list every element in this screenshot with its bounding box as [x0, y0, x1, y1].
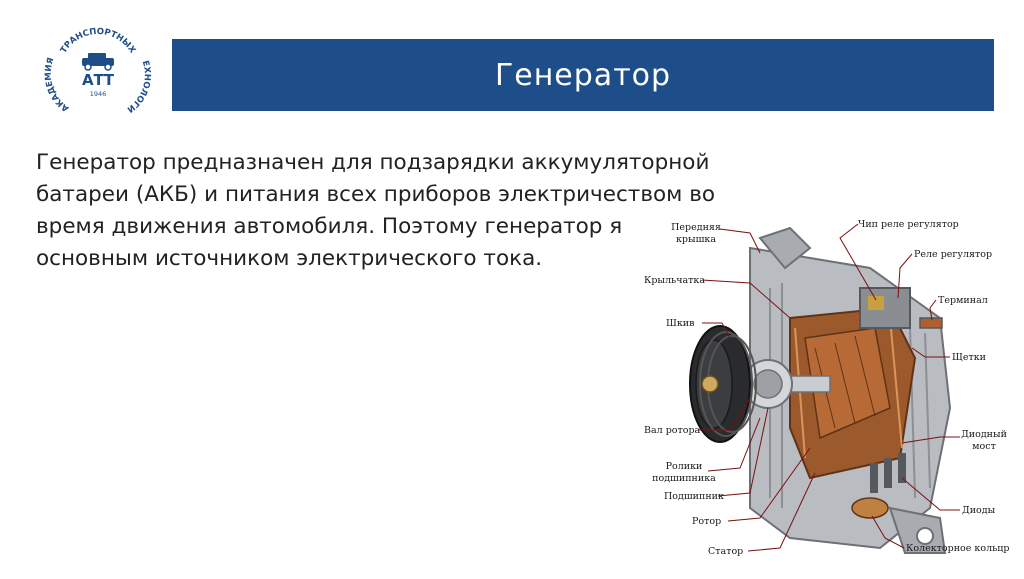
label-terminal: Терминал	[938, 295, 988, 306]
paragraph-line: Генератор предназначен для подзарядки аккумуляторной	[36, 150, 710, 175]
label-regulator-relay: Реле регулятор	[914, 249, 993, 260]
paragraph-line: батареи (АКБ) и питания всех приборов электричеством во	[36, 182, 716, 207]
logo-arc-right: ЕХНОЛОГИ	[124, 59, 152, 115]
logo-arc-left: АКАДЕМИЯ	[44, 56, 72, 114]
svg-text:ТРАНСПОРТНЫХ	[59, 27, 138, 56]
label-bearing-rollers-1: Ролики	[665, 461, 703, 472]
title-bar	[172, 39, 994, 111]
label-impeller: Крыльчатка	[644, 275, 706, 286]
label-pulley: Шкив	[666, 318, 695, 329]
logo-arc-top: ТРАНСПОРТНЫХ	[58, 26, 138, 56]
label-rotor: Ротор	[692, 516, 722, 527]
logo-year: 1946	[89, 90, 107, 98]
svg-text:АКАДЕМИЯ	[44, 57, 71, 114]
paragraph-line: время движения автомобиля. Поэтому генератор я	[36, 214, 623, 239]
label-bearing: Подшипник	[664, 491, 724, 502]
logo-abbr: АТТ	[81, 71, 115, 89]
academy-logo	[44, 18, 152, 126]
label-diode-bridge-2: мост	[972, 441, 996, 452]
label-front-cover-2: крышка	[675, 234, 717, 245]
label-rotor-shaft: Вал ротора	[644, 425, 701, 436]
alternator-diagram	[640, 208, 1024, 574]
label-stator: Статор	[708, 546, 744, 557]
label-diode-bridge-1: Диодный	[961, 429, 1007, 440]
label-regulator-chip: Чип реле регулятор	[858, 219, 959, 230]
label-collector-ring: Колекторное кольцр	[906, 543, 1010, 554]
paragraph-line: основным источником электрического тока.	[36, 246, 543, 271]
label-bearing-rollers-2: подшипника	[652, 473, 716, 484]
label-diodes: Диоды	[962, 505, 996, 516]
label-front-cover-1: Передняя	[671, 222, 721, 233]
label-brushes: Щетки	[952, 352, 986, 363]
car-emblem-icon	[82, 53, 114, 70]
page-title: Генератор	[494, 57, 672, 93]
